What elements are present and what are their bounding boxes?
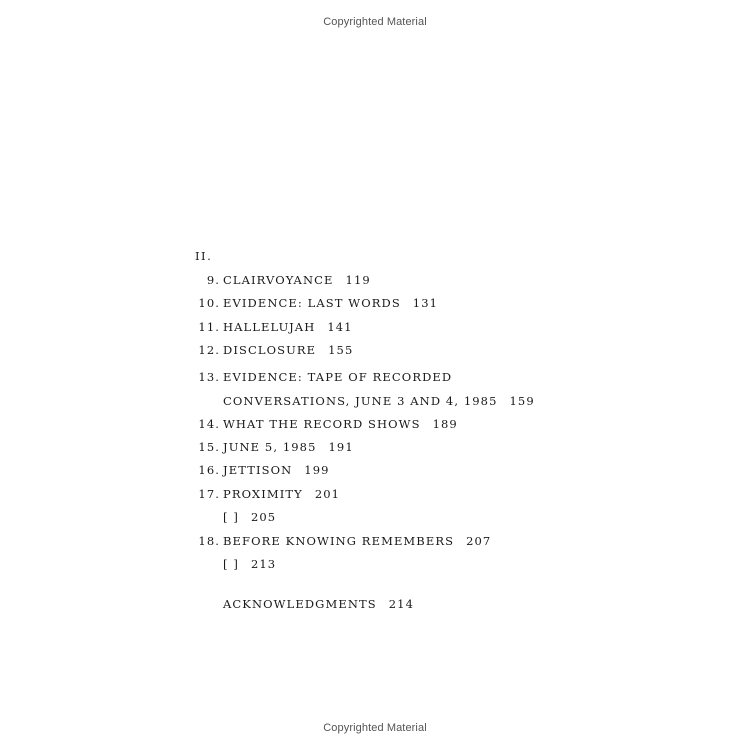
toc-entry-page: 191: [328, 440, 354, 454]
toc-entry-page: 214: [388, 597, 414, 611]
toc-entry-9: [190, 273, 371, 289]
toc-entry-page: 213: [250, 557, 277, 571]
toc-entry-14: [190, 417, 458, 433]
toc-entry-number: 14.: [198, 417, 220, 431]
toc-entry-page: 189: [432, 417, 458, 431]
toc-entry-title: CLAIRVOYANCE: [223, 273, 334, 287]
toc-entry-page: 205: [250, 510, 277, 524]
toc-entry-page: 159: [509, 394, 535, 408]
toc-entry-number: 10.: [198, 296, 220, 310]
part-label: II.: [195, 249, 213, 263]
toc-entry-number: 11.: [198, 320, 220, 334]
toc-entry-title: BEFORE KNOWING REMEMBERS: [223, 534, 455, 548]
toc-entry-title: [ ]: [223, 557, 239, 571]
toc-entry-11: [190, 320, 353, 336]
copyright-watermark-bottom: Copyrighted Material: [323, 722, 427, 734]
toc-entry-title: HALLELUJAH: [223, 320, 316, 334]
toc-entry-title: WHAT THE RECORD SHOWS: [223, 417, 421, 431]
toc-entry-title: PROXIMITY: [223, 487, 303, 501]
toc-entry-18: [190, 534, 491, 550]
toc-entry-number: 12.: [198, 343, 220, 357]
copyright-watermark-top: Copyrighted Material: [323, 16, 427, 28]
toc-entry-page: 131: [412, 296, 439, 310]
toc-entry-number: 16.: [198, 463, 220, 477]
toc-entry-number: 13.: [198, 370, 220, 384]
toc-entry-title: EVIDENCE: TAPE OF RECORDED: [223, 370, 453, 384]
toc-entry-page: 199: [304, 463, 330, 477]
toc-entry-title: JETTISON: [223, 463, 293, 477]
toc-entry-page: 155: [328, 343, 354, 357]
toc-entry-number: 18.: [198, 534, 220, 548]
toc-entry-10: [190, 296, 438, 312]
toc-entry-title: ACKNOWLEDGMENTS: [223, 597, 377, 611]
toc-entry-title: DISCLOSURE: [223, 343, 317, 357]
toc-entry-number: 17.: [198, 487, 220, 501]
toc-entry-title: [ ]: [223, 510, 239, 524]
toc-entry-bracket-1: [190, 510, 276, 526]
toc-entry-12: [190, 343, 353, 359]
toc-entry-page: 207: [466, 534, 492, 548]
toc-entry-page: 201: [314, 487, 341, 501]
toc-entry-title: CONVERSATIONS, JUNE 3 AND 4, 1985: [223, 394, 498, 408]
toc-entry-15: [190, 440, 354, 456]
toc-entry-13-continued: [190, 394, 535, 410]
toc-entry-number: 9.: [206, 273, 220, 287]
toc-entry-title: JUNE 5, 1985: [223, 440, 317, 454]
toc-entry-acknowledgments: [190, 597, 414, 613]
toc-entry-13: [190, 370, 464, 386]
toc-entry-16: [190, 463, 330, 479]
toc-entry-bracket-2: [190, 557, 276, 573]
toc-entry-title: EVIDENCE: LAST WORDS: [223, 296, 401, 310]
toc-entry-page: 119: [345, 273, 371, 287]
toc-entry-17: [190, 487, 340, 503]
toc-entry-number: 15.: [198, 440, 220, 454]
toc-entry-page: 141: [327, 320, 353, 334]
